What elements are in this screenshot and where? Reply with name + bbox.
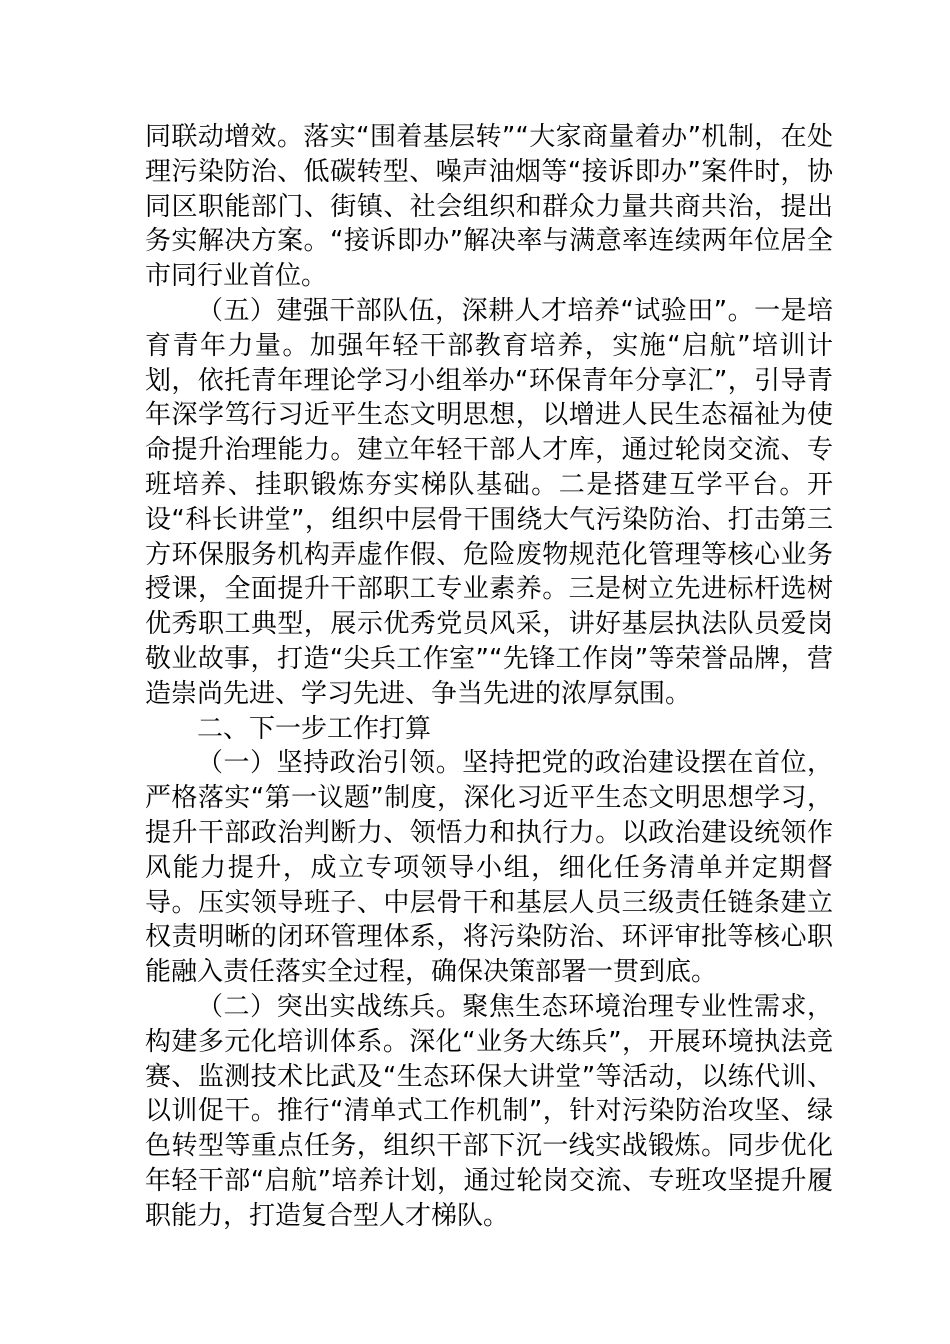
paragraph-cadre-team: （五）建强干部队伍，深耕人才培养“试验田”。一是培育青年力量。加强年轻干部教育培养，实施“启航”培训计划，依托青年理论学习小组举办“环保青年分享汇”，引导青年深学笃行习近平生态文明思想，以增进人民生态福祉为使命提升治理能力。建立年轻干部人才库，通过轮岗交流、专班培养、挂职锻炼夯实梯队基础。二是搭建互学平台。开设“科长讲堂”，组织中层骨干围绕大气污染防治、打击第三方环保服务机构弄虚作假、危险废物规范化管理等核心业务授课，全面提升干部职工专业素养。三是树立先进标杆选树优秀职工典型，展示优秀党员风采，讲好基层执法队员爱岗敬业故事，打造“尖兵工作室”“先锋工作岗”等荣誉品牌，营造崇尚先进、学习先进、争当先进的浓厚氛围。 <box>145 295 833 709</box>
paragraph-political-leadership: （一）坚持政治引领。坚持把党的政治建设摆在首位，严格落实“第一议题”制度，深化习近平生态文明思想学习，提升干部政治判断力、领悟力和执行力。以政治建设统领作风能力提升，成立专项领导小组，细化任务清单并定期督导。压实领导班子、中层骨干和基层人员三级责任链条建立权责明晰的闭环管理体系，将污染防治、环评审批等核心职能融入责任落实全过程，确保决策部署一贯到底。 <box>145 748 833 988</box>
section-heading-next-steps: 二、下一步工作打算 <box>197 713 432 744</box>
paragraph-practical-training: （二）突出实战练兵。聚焦生态环境治理专业性需求，构建多元化培训体系。深化“业务大练兵”，开展环境执法竞赛、监测技术比武及“生态环保大讲堂”等活动，以练代训、以训促干。推行“清单式工作机制”，针对污染防治攻坚、绿色转型等重点任务，组织干部下沉一线实战锻炼。同步优化年轻干部“启航”培养计划，通过轮岗交流、专班攻坚提升履职能力，打造复合型人才梯队。 <box>145 991 833 1231</box>
document-page <box>145 120 833 1234</box>
paragraph-continuation: 同联动增效。落实“围着基层转”“大家商量着办”机制，在处理污染防治、低碳转型、噪声油烟等“接诉即办”案件时，协同区职能部门、街镇、社会组织和群众力量共商共治，提出务实解决方案。“接诉即办”解决率与满意率连续两年位居全市同行业首位。 <box>145 122 833 292</box>
